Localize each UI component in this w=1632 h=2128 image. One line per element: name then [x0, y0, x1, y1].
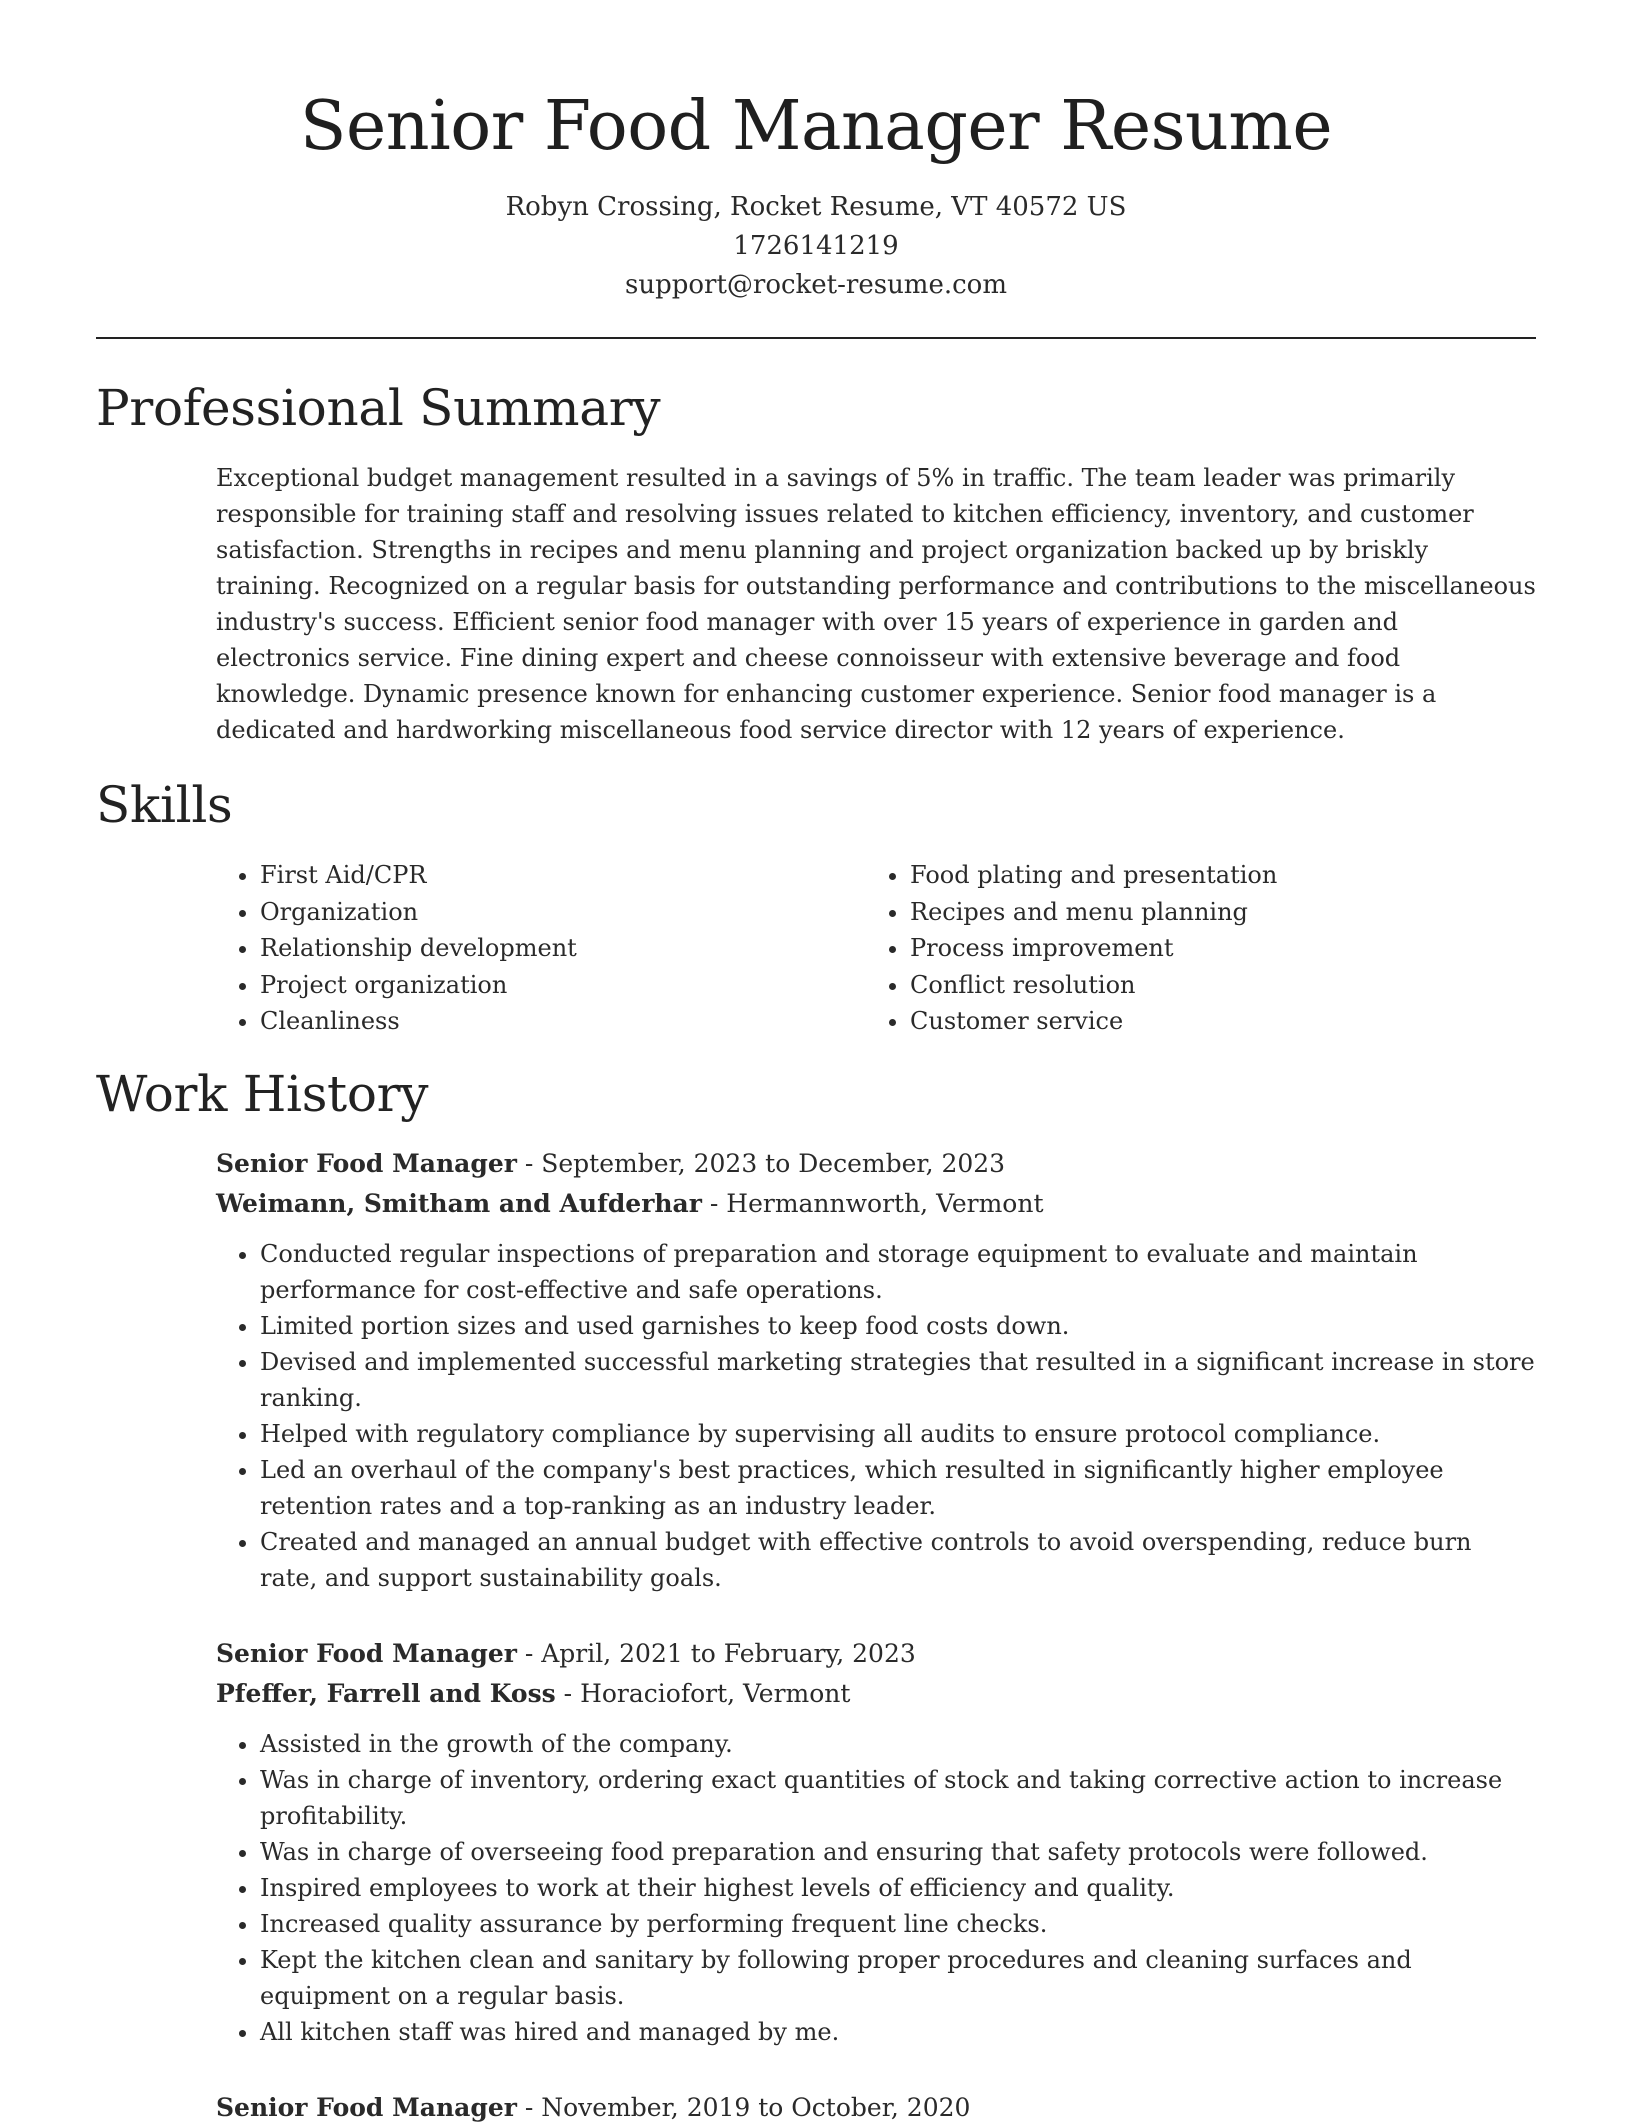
job-bullet: • Created and managed an annual budget with effective controls to avoid overspending, reduce burn rate, and support sustainability goals.: [260, 1524, 1536, 1596]
job-dates: - April, 2021 to February, 2023: [516, 1638, 916, 1668]
job-bullet: • Devised and implemented successful marketing strategies that resulted in a significant increase in store ranking.: [260, 1344, 1536, 1416]
job-title-line: [216, 2088, 1536, 2128]
job-entry: [216, 1634, 1536, 2050]
resume-title: Senior Food Manager Resume: [299, 87, 1333, 166]
job-title: Senior Food Manager: [216, 1148, 517, 1178]
job-company-line: [216, 1184, 1536, 1224]
contact-address: Robyn Crossing, Rocket Resume, VT 40572 US: [505, 192, 1127, 222]
skill-item: • Organization: [260, 894, 866, 931]
job-title-line: [216, 1144, 1536, 1184]
job-company-line: [216, 1674, 1536, 1714]
skill-item: • Process improvement: [910, 930, 1277, 967]
job-title: Senior Food Manager: [216, 2092, 517, 2122]
summary-heading: Professional Summary: [96, 379, 661, 437]
job-title: Senior Food Manager: [216, 1638, 517, 1668]
skill-item: • Customer service: [910, 1003, 1277, 1040]
job-location: - Hermannworth, Vermont: [701, 1188, 1044, 1218]
job-dates: - September, 2023 to December, 2023: [516, 1148, 1006, 1178]
skill-item: • Conflict resolution: [910, 967, 1277, 1004]
job-bullets: [216, 1236, 1536, 1596]
skills-column-left: [216, 857, 866, 1040]
skills-list: [216, 857, 1536, 1040]
skills-heading: Skills: [96, 776, 233, 834]
summary-text: Exceptional budget management resulted in a savings of 5% in traffic. The team leader was primarily responsible for training staff and resolving issues related to kitchen efficiency, inventory, and customer satisfaction. Strengths in recipes and menu planning and project organization backed up by briskly training. Recognized on a regular basis for outstanding performance and contributions to the miscellaneous industry's success. Efficient senior food manager with over 15 years of experience in garden and electronics service. Fine dining expert and cheese connoisseur with extensive beverage and food knowledge. Dynamic presence known for enhancing customer experience. Senior food manager is a dedicated and hardworking miscellaneous food service director with 12 years of experience.: [216, 464, 1536, 744]
contact-email: support@rocket-resume.com: [624, 270, 1007, 300]
job-bullet: • Helped with regulatory compliance by supervising all audits to ensure protocol compliance.: [260, 1416, 1536, 1452]
job-title-line: [216, 1634, 1536, 1674]
job-entry: [216, 1144, 1536, 1596]
job-bullet: • Kept the kitchen clean and sanitary by following proper procedures and cleaning surfaces and equipment on a regular basis.: [260, 1942, 1536, 2014]
job-bullet: • Led an overhaul of the company's best practices, which resulted in significantly higher employee retention rates and a top-ranking as an industry leader.: [260, 1452, 1536, 1524]
job-bullets: [216, 1726, 1536, 2050]
skill-item: • Cleanliness: [260, 1003, 866, 1040]
job-bullet: • Inspired employees to work at their highest levels of efficiency and quality.: [260, 1870, 1536, 1906]
job-bullet: • Limited portion sizes and used garnishes to keep food costs down.: [260, 1308, 1536, 1344]
job-dates: - November, 2019 to October, 2020: [516, 2092, 971, 2122]
job-bullet: • Increased quality assurance by performing frequent line checks.: [260, 1906, 1536, 1942]
skill-item: • Recipes and menu planning: [910, 894, 1277, 931]
skill-item: • First Aid/CPR: [260, 857, 866, 894]
skills-column-right: [866, 857, 1277, 1040]
job-bullet: • Conducted regular inspections of preparation and storage equipment to evaluate and maintain performance for cost-effective and safe operations.: [260, 1236, 1536, 1308]
contact-phone: 1726141219: [733, 231, 899, 261]
job-bullet: • Was in charge of inventory, ordering exact quantities of stock and taking corrective action to increase profitability.: [260, 1762, 1536, 1834]
job-entry: [216, 2088, 1536, 2128]
work-history-heading: Work History: [96, 1064, 429, 1123]
resume-page: [96, 0, 1536, 2128]
job-bullet: • All kitchen staff was hired and managed by me.: [260, 2014, 1536, 2050]
skill-item: • Food plating and presentation: [910, 857, 1277, 894]
job-bullet: • Assisted in the growth of the company.: [260, 1726, 1536, 1762]
job-company: Pfeffer, Farrell and Koss: [216, 1678, 556, 1708]
skill-item: • Project organization: [260, 967, 866, 1004]
job-bullet: • Was in charge of overseeing food preparation and ensuring that safety protocols were followed.: [260, 1834, 1536, 1870]
job-location: - Horaciofort, Vermont: [555, 1678, 851, 1708]
job-company: Weimann, Smitham and Aufderhar: [216, 1188, 702, 1218]
skill-item: • Relationship development: [260, 930, 866, 967]
header-divider: [96, 337, 1536, 339]
contact-info: [96, 188, 1536, 305]
